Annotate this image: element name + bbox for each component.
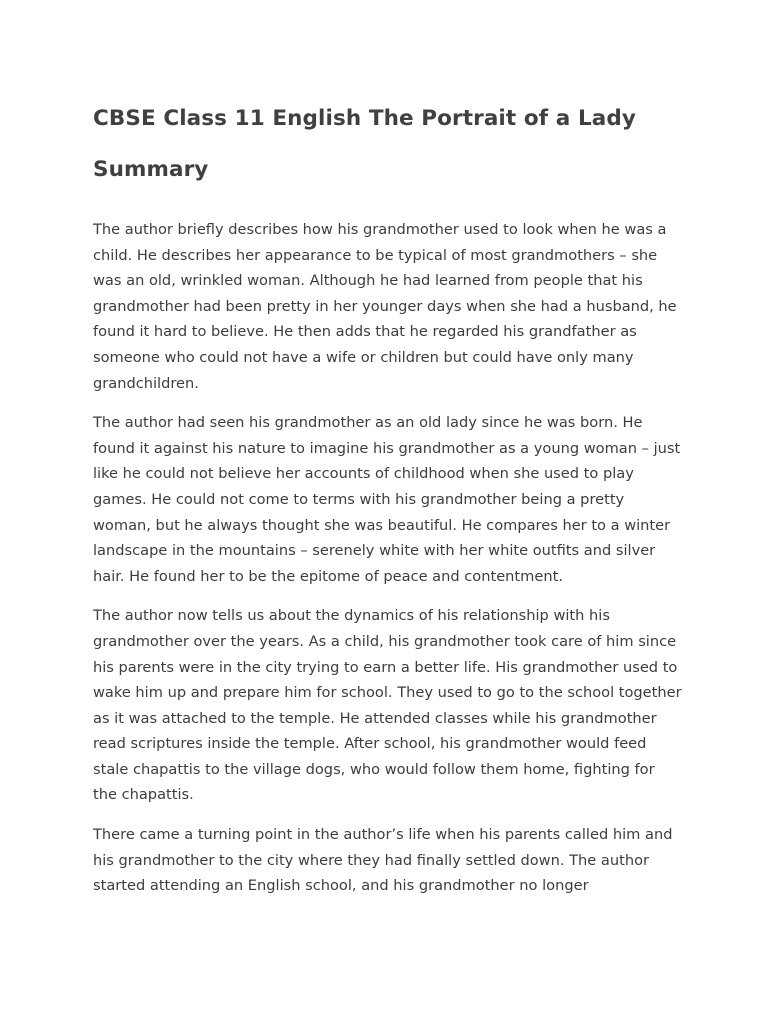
paragraph-2: The author had seen his grandmother as an old lady since he was born. He found it against his nature to imagine his grandmother as a young woman – just like he could not believe her accounts of childhood when she used to play games. He could not come to terms with his grandmother being a pretty woman, but he always thought she was beautiful. He compares her to a winter landscape in the mountains – serenely white with her white outfits and silver hair. He found her to be the epitome of peace and contentment. [93,414,681,585]
document-title: CBSE Class 11 English The Portrait of a Lady Summary [93,106,636,182]
paragraph-3: The author now tells us about the dynamics of his relationship with his grandmother over the years. As a child, his grandmother took care of him since his parents were in the city trying to earn a better life. His grandmother used to wake him up and prepare him for school. They used to go to the school together as it was attached to the temple. He attended classes while his grandmother read scriptures inside the temple. After school, his grandmother would feed stale chapattis to the village dogs, who would follow them home, fighting for the chapattis. [93,607,682,804]
paragraph-1: The author briefly describes how his grandmother used to look when he was a child. He describes her appearance to be typical of most grandmothers – she was an old, wrinkled woman. Although he had learned from people that his grandmother had been pretty in her younger days when she had a husband, he found it hard to believe. He then adds that he regarded his grandfather as someone who could not have a wife or children but could have only many grandchildren. [93,221,677,392]
paragraph-4: There came a turning point in the author’s life when his parents called him and his grandmother to the city where they had finally settled down. The author started attending an English school, and his grandmother no longer [93,826,673,895]
document-page [93,0,683,899]
